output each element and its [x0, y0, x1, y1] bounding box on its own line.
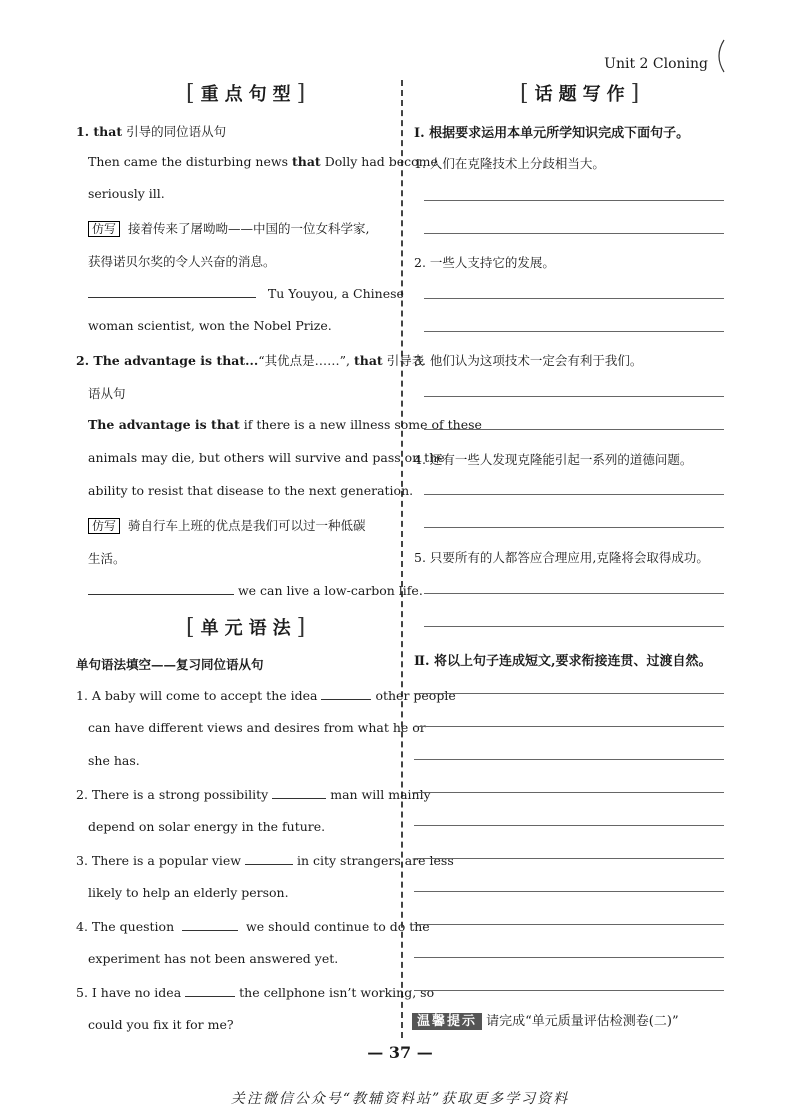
answer-line[interactable]: [424, 331, 724, 332]
grammar-q4-line2: experiment has not been answered yet.: [88, 951, 339, 966]
grammar-q1-line2: can have different views and desires from what he or: [88, 720, 426, 735]
essay-line[interactable]: [414, 726, 724, 727]
grammar-q5-line1: 5. I have no idea the cellphone isn’t working, so: [76, 985, 435, 1000]
grammar-q1-line3: she has.: [88, 753, 140, 768]
item1-example-line2: seriously ill.: [88, 186, 165, 201]
sentence-4: 4. 还有一些人发现克隆能引起一系列的道德问题。: [414, 452, 693, 467]
page-header: Unit 2 Cloning: [604, 56, 708, 72]
grammar-q3-line1: 3. There is a popular view in city strangers are less: [76, 853, 454, 868]
grammar-subtitle: 单句语法填空——复习同位语从句: [76, 657, 264, 672]
answer-line[interactable]: [424, 429, 724, 430]
essay-line[interactable]: [414, 759, 724, 760]
item1-imitate-line2: 获得诺贝尔奖的令人兴奋的消息。: [88, 254, 276, 269]
essay-line[interactable]: [414, 924, 724, 925]
essay-line[interactable]: [414, 693, 724, 694]
section-title-topic-writing: [话题写作]: [520, 81, 646, 106]
sentence-3: 3. 他们认为这项技术一定会有利于我们。: [414, 353, 643, 368]
item2-imitate-line2: 生活。: [88, 551, 126, 566]
fill-blank[interactable]: [321, 687, 371, 700]
grammar-q2-line1: 2. There is a strong possibility man will mainly: [76, 787, 431, 802]
sentence-2: 2. 一些人支持它的发展。: [414, 255, 555, 270]
fill-blank[interactable]: [182, 918, 238, 931]
sentence-5: 5. 只要所有的人都答应合理应用,克隆将会取得成功。: [414, 550, 709, 565]
item2-imitate-line1: 仿写 骑自行车上班的优点是我们可以过一种低碳: [88, 516, 365, 534]
item1-answer-line1: Tu Youyou, a Chinese: [88, 285, 404, 301]
answer-line[interactable]: [424, 233, 724, 234]
item2-heading: 2. The advantage is that...“其优点是……”, that 引导表: [76, 353, 425, 368]
fill-blank[interactable]: [245, 852, 293, 865]
part2-heading: Ⅱ. 将以上句子连成短文,要求衔接连贯、过渡自然。: [414, 654, 712, 669]
answer-line[interactable]: [424, 200, 724, 201]
item1-heading: 1. that 引导的同位语从句: [76, 124, 227, 139]
item2-example-line1: The advantage is that if there is a new illness some of these: [88, 417, 482, 432]
essay-line[interactable]: [414, 957, 724, 958]
part1-heading: Ⅰ. 根据要求运用本单元所学知识完成下面句子。: [414, 126, 690, 141]
grammar-q1-line1: 1. A baby will come to accept the idea other people: [76, 688, 456, 703]
grammar-q5-line2: could you fix it for me?: [88, 1017, 234, 1032]
item2-example-line2: animals may die, but others will survive and pass on the: [88, 450, 445, 465]
item2-example-line3: ability to resist that disease to the next generation.: [88, 483, 414, 498]
answer-line[interactable]: [424, 396, 724, 397]
item2-heading-line2: 语从句: [88, 386, 126, 401]
section-title-key-sentences: [重点句型]: [186, 81, 312, 106]
page-number: — 37 —: [367, 1043, 433, 1062]
item2-answer-line: we can live a low-carbon life.: [88, 582, 423, 598]
essay-line[interactable]: [414, 990, 724, 991]
essay-line[interactable]: [414, 858, 724, 859]
grammar-q3-line2: likely to help an elderly person.: [88, 885, 289, 900]
grammar-q4-line1: 4. The question we should continue to do the: [76, 919, 430, 934]
answer-blank[interactable]: [88, 285, 256, 298]
fill-blank[interactable]: [272, 786, 326, 799]
item1-answer-line2: woman scientist, won the Nobel Prize.: [88, 318, 332, 333]
answer-blank[interactable]: [88, 582, 234, 595]
essay-line[interactable]: [414, 825, 724, 826]
item1-imitate-line1: 仿写 接着传来了屠呦呦——中国的一位女科学家,: [88, 219, 369, 237]
reminder-tip: [412, 1010, 679, 1029]
footer-note: 关注微信公众号“教辅资料站”获取更多学习资料: [230, 1091, 570, 1107]
header-bracket-icon: [710, 38, 728, 74]
answer-line[interactable]: [424, 593, 724, 594]
fill-blank[interactable]: [185, 984, 235, 997]
sentence-1: 1. 人们在克隆技术上分歧相当大。: [414, 156, 605, 171]
answer-line[interactable]: [424, 527, 724, 528]
section-title-grammar: [单元语法]: [186, 615, 312, 640]
answer-line[interactable]: [424, 494, 724, 495]
essay-line[interactable]: [414, 891, 724, 892]
column-divider: [401, 80, 403, 1038]
answer-line[interactable]: [424, 626, 724, 627]
item1-example-line1: Then came the disturbing news that Dolly had become: [88, 154, 438, 169]
tip-text: 请完成“单元质量评估检测卷(二)”: [486, 1014, 679, 1029]
tip-label: 温馨提示: [412, 1013, 482, 1030]
essay-line[interactable]: [414, 792, 724, 793]
answer-line[interactable]: [424, 298, 724, 299]
grammar-q2-line2: depend on solar energy in the future.: [88, 819, 326, 834]
